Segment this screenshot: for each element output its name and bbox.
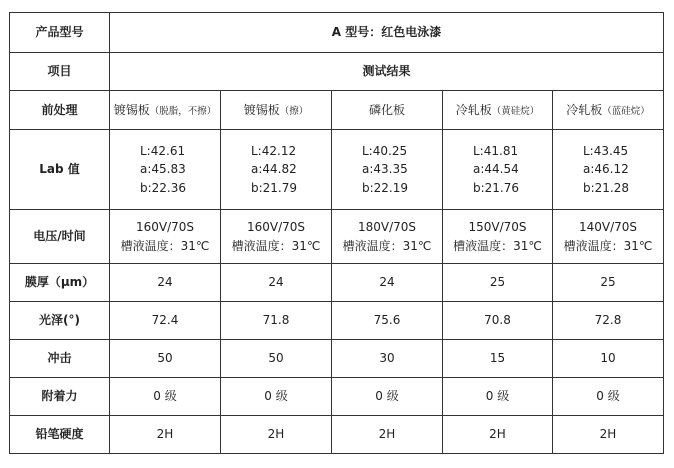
pretreatment-cell [443,91,553,130]
thickness-value: 24 [332,264,443,302]
lab-a-value: a:44.82 [251,162,297,177]
adhesion-value: 0 级 [221,378,332,416]
voltage-cell [443,210,553,264]
lab-a-value: a:43.35 [362,162,408,177]
lab-b-value: b:22.19 [362,180,409,195]
lab-cell [332,130,443,210]
row-thickness [10,264,664,302]
adhesion-value: 0 级 [443,378,553,416]
item-label: 项目 [10,53,110,91]
adhesion-value: 0 级 [332,378,443,416]
thickness-value: 24 [110,264,221,302]
bath-temp: 槽液温度：31℃ [231,238,321,253]
bath-temp: 槽液温度：31℃ [563,238,653,253]
gloss-value: 72.4 [110,302,221,340]
hardness-value: 2H [553,416,664,454]
pretreatment-main: 镀锡板 [243,102,280,117]
lab-cell [553,130,664,210]
voltage-value: 160V/70S [135,219,195,234]
pretreatment-main: 磷化板 [368,102,405,117]
hardness-label: 铅笔硬度 [10,416,110,454]
row-adhesion [10,378,664,416]
voltage-value: 180V/70S [357,219,417,234]
pretreatment-cell [110,91,221,130]
lab-b-value: b:21.28 [583,180,630,195]
row-pretreatment [10,91,664,130]
hardness-value: 2H [110,416,221,454]
adhesion-label: 附着力 [10,378,110,416]
model-value: A 型号：红色电泳漆 [110,13,664,53]
row-lab [10,130,664,210]
hardness-value: 2H [221,416,332,454]
voltage-value: 140V/70S [578,219,638,234]
gloss-value: 71.8 [221,302,332,340]
thickness-value: 25 [553,264,664,302]
bath-temp: 槽液温度：31℃ [453,238,542,253]
pretreatment-note: （黄硅烷） [491,105,540,117]
voltage-cell [332,210,443,264]
row-item [10,53,664,91]
impact-value: 50 [221,340,332,378]
impact-value: 15 [443,340,553,378]
model-label: 产品型号 [10,13,110,53]
pretreatment-main: 冷轧板 [455,102,492,117]
voltage-cell [110,210,221,264]
row-impact [10,340,664,378]
row-voltage [10,210,664,264]
lab-l-value: L:40.25 [362,143,408,158]
pretreatment-main: 镀锡板 [113,102,150,117]
row-gloss [10,302,664,340]
voltage-value: 150V/70S [468,219,527,234]
bath-temp: 槽液温度：31℃ [342,238,432,253]
lab-a-value: a:44.54 [473,162,519,177]
thickness-value: 25 [443,264,553,302]
pretreatment-cell [221,91,332,130]
lab-l-value: L:42.61 [140,143,186,158]
bath-temp: 槽液温度：31℃ [120,238,210,253]
lab-l-value: L:43.45 [583,143,629,158]
lab-a-value: a:46.12 [583,162,629,177]
lab-a-value: a:45.83 [140,162,186,177]
pretreatment-cell [332,91,443,130]
test-results-table [9,12,664,454]
lab-cell [443,130,553,210]
gloss-value: 72.8 [553,302,664,340]
impact-value: 50 [110,340,221,378]
lab-label: Lab 值 [10,130,110,210]
lab-b-value: b:22.36 [140,180,187,195]
row-hardness [10,416,664,454]
result-label: 测试结果 [110,53,664,91]
adhesion-value: 0 级 [553,378,664,416]
adhesion-value: 0 级 [110,378,221,416]
voltage-value: 160V/70S [246,219,306,234]
hardness-value: 2H [332,416,443,454]
lab-cell [221,130,332,210]
pretreatment-cell [553,91,664,130]
thickness-value: 24 [221,264,332,302]
lab-cell [110,130,221,210]
impact-value: 30 [332,340,443,378]
thickness-label: 膜厚（μm） [10,264,110,302]
row-model [10,13,664,53]
lab-l-value: L:42.12 [251,143,297,158]
pretreatment-note: （擦） [279,105,309,117]
pretreatment-note: （蓝硅烷） [602,105,650,117]
impact-value: 10 [553,340,664,378]
gloss-value: 70.8 [443,302,553,340]
lab-l-value: L:41.81 [473,143,519,158]
hardness-value: 2H [443,416,553,454]
voltage-cell [553,210,664,264]
pretreatment-main: 冷轧板 [566,102,603,117]
voltage-label: 电压/时间 [10,210,110,264]
lab-b-value: b:21.76 [473,180,520,195]
impact-label: 冲击 [10,340,110,378]
lab-b-value: b:21.79 [251,180,298,195]
gloss-value: 75.6 [332,302,443,340]
voltage-cell [221,210,332,264]
pretreatment-note: （脱脂，不擦） [149,105,217,117]
gloss-label: 光泽(°) [10,302,110,340]
results-table-wrapper [9,12,664,454]
pretreatment-label: 前处理 [10,91,110,130]
